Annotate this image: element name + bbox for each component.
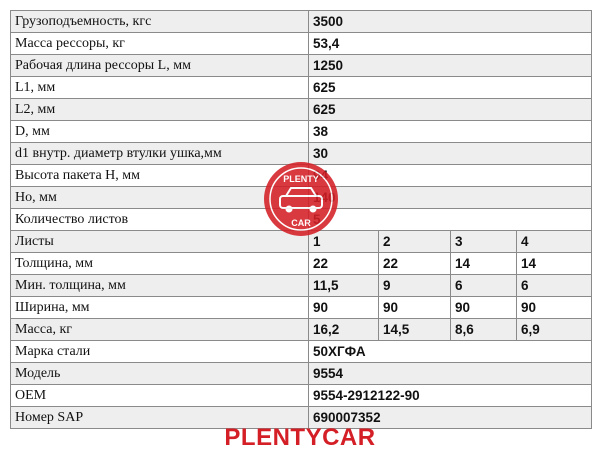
spec-value: 4: [517, 231, 592, 253]
spec-value: 90: [309, 297, 379, 319]
spec-value: 3: [451, 231, 517, 253]
spec-value: 14,5: [379, 319, 451, 341]
spec-value: 16,2: [309, 319, 379, 341]
spec-row: [11, 341, 592, 363]
spec-value: 90: [379, 297, 451, 319]
spec-label: Количество листов: [11, 209, 309, 231]
spec-value: 8,6: [451, 319, 517, 341]
spec-value: 1250: [309, 55, 592, 77]
spec-row: [11, 385, 592, 407]
spec-row: [11, 319, 592, 341]
spec-value: 30: [309, 143, 592, 165]
spec-row: [11, 99, 592, 121]
spec-label: Рабочая длина рессоры L, мм: [11, 55, 309, 77]
spec-row: [11, 121, 592, 143]
watermark-text-bottom: CAR: [291, 218, 311, 228]
spec-value: 6,9: [517, 319, 592, 341]
spec-row: [11, 55, 592, 77]
spec-value: 14: [451, 253, 517, 275]
spec-value: 9554-2912122-90: [309, 385, 592, 407]
spec-label: d1 внутр. диаметр втулки ушка,мм: [11, 143, 309, 165]
spec-value: 53,4: [309, 33, 592, 55]
spec-value: 6: [451, 275, 517, 297]
spec-label: Номер SAP: [11, 407, 309, 429]
spec-value: 625: [309, 77, 592, 99]
spec-value: 11,5: [309, 275, 379, 297]
spec-label: Толщина, мм: [11, 253, 309, 275]
spec-row: [11, 297, 592, 319]
spec-label: Высота пакета H, мм: [11, 165, 309, 187]
spec-row: [11, 77, 592, 99]
spec-label: L1, мм: [11, 77, 309, 99]
spec-label: Листы: [11, 231, 309, 253]
spec-value: 9: [379, 275, 451, 297]
spec-value: 90: [517, 297, 592, 319]
spec-value: 22: [379, 253, 451, 275]
spec-label: Ширина, мм: [11, 297, 309, 319]
spec-label: Масса рессоры, кг: [11, 33, 309, 55]
spec-value: 50ХГФА: [309, 341, 592, 363]
spec-row: [11, 363, 592, 385]
spec-value: 1: [309, 231, 379, 253]
spec-label: Масса, кг: [11, 319, 309, 341]
brand-footer: PLENTYCAR: [224, 424, 376, 451]
spec-value: 6: [517, 275, 592, 297]
spec-row: [11, 253, 592, 275]
spec-value: 625: [309, 99, 592, 121]
spec-label: Мин. толщина, мм: [11, 275, 309, 297]
spec-label: Грузоподъемность, кгс: [11, 11, 309, 33]
watermark-text-top: PLENTY: [283, 174, 319, 184]
watermark-logo: [262, 160, 340, 238]
spec-label: OEM: [11, 385, 309, 407]
spec-value: [309, 209, 592, 231]
spec-value: [309, 187, 592, 209]
spec-label: Марка стали: [11, 341, 309, 363]
spec-row: [11, 275, 592, 297]
spec-row: [11, 11, 592, 33]
spec-value: 9554: [309, 363, 592, 385]
spec-label: L2, мм: [11, 99, 309, 121]
spec-value: 22: [309, 253, 379, 275]
spec-value: 90: [451, 297, 517, 319]
spec-value: 3500: [309, 11, 592, 33]
spec-label: Ho, мм: [11, 187, 309, 209]
spec-value: [309, 165, 592, 187]
spec-value: 690007352: [309, 407, 592, 429]
spec-label: Модель: [11, 363, 309, 385]
spec-row: [11, 33, 592, 55]
spec-value: 38: [309, 121, 592, 143]
spec-value: 2: [379, 231, 451, 253]
spec-value: 14: [517, 253, 592, 275]
spec-label: D, мм: [11, 121, 309, 143]
